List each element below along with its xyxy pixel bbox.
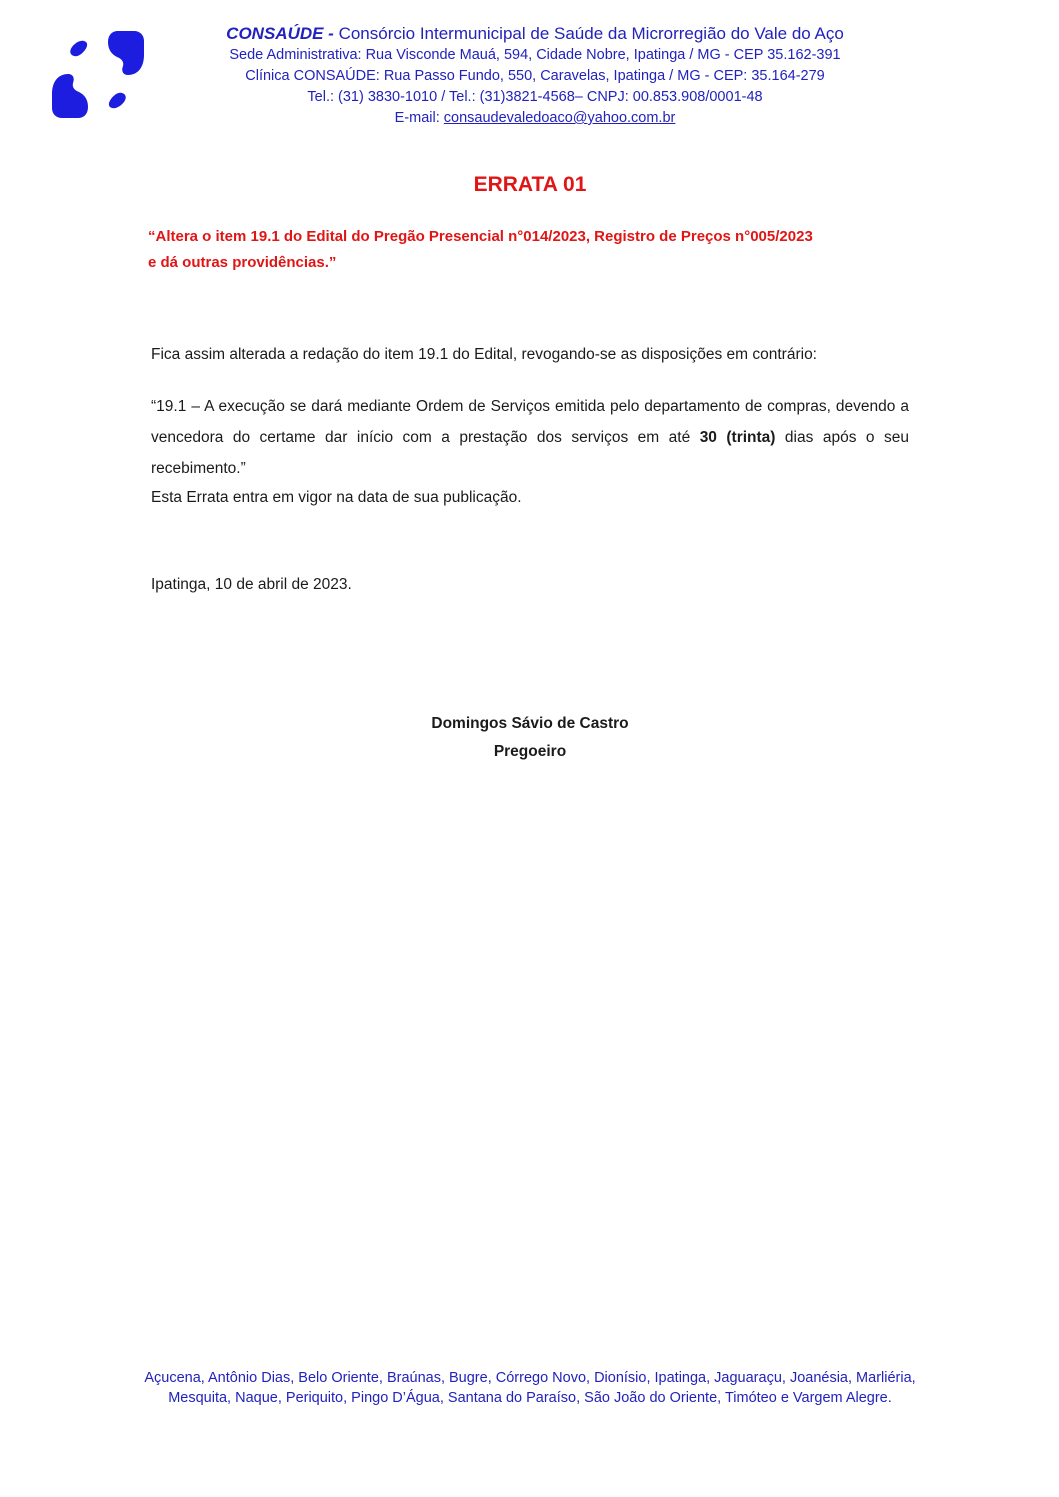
address-sede: Sede Administrativa: Rua Visconde Mauá, 594, Cidade Nobre, Ipatinga / MG - CEP 35.162-391 xyxy=(229,47,841,63)
signature-role: Pregoeiro xyxy=(493,743,567,760)
date-line: Ipatinga, 10 de abril de 2023. xyxy=(151,576,352,593)
signature-block xyxy=(150,710,910,766)
consaude-logo xyxy=(52,31,144,118)
subject-line-2: e dá outras providências.” xyxy=(148,254,337,271)
org-name: CONSAÚDE - xyxy=(226,24,334,43)
clause-text-end: dias após o seu recebimento.” xyxy=(151,429,909,477)
org-name-line xyxy=(140,22,930,45)
subject-line-1: “Altera o item 19.1 do Edital do Pregão Presencial n°014/2023, Registro de Preços n°005/2023 xyxy=(148,228,813,245)
letterhead-text xyxy=(140,22,930,129)
effective-paragraph: Esta Errata entra em vigor na data de sua publicação. xyxy=(151,489,522,506)
address-clinica: Clínica CONSAÚDE: Rua Passo Fundo, 550, Caravelas, Ipatinga / MG - CEP: 35.164-279 xyxy=(245,68,825,84)
clause-text: “19.1 – A execução se dará mediante Ordem de Serviços emitida pelo departamento de compras, devendo a vencedora do certame dar início com a prestação dos serviços em até xyxy=(151,398,909,446)
footer-line-2: Mesquita, Naque, Periquito, Pingo D’Água, Santana do Paraíso, São João do Oriente, Timóteo e Vargem Alegre. xyxy=(168,1390,892,1406)
footer-line-1: Açucena, Antônio Dias, Belo Oriente, Braúnas, Bugre, Córrego Novo, Dionísio, Ipatinga, Jaguaraçu, Joanésia, Marliéria, xyxy=(144,1370,916,1386)
email-label: E-mail: xyxy=(394,110,444,126)
org-description: Consórcio Intermunicipal de Saúde da Microrregião do Vale do Aço xyxy=(333,24,844,43)
subject-paragraph xyxy=(148,224,926,276)
clause-bold-term: 30 (trinta) xyxy=(699,429,776,446)
email-link[interactable]: consaudevaledoaco@yahoo.com.br xyxy=(443,110,676,126)
clause-19-1-paragraph xyxy=(151,391,909,484)
phone-cnpj-line: Tel.: (31) 3830-1010 / Tel.: (31)3821-4568– CNPJ: 00.853.908/0001-48 xyxy=(307,89,763,105)
email-line xyxy=(140,108,930,129)
intro-paragraph: Fica assim alterada a redação do item 19.1 do Edital, revogando-se as disposições em contrário: xyxy=(151,346,817,363)
footer-municipalities xyxy=(80,1368,980,1408)
document-title: ERRATA 01 xyxy=(473,173,587,196)
signature-name: Domingos Sávio de Castro xyxy=(431,715,629,732)
